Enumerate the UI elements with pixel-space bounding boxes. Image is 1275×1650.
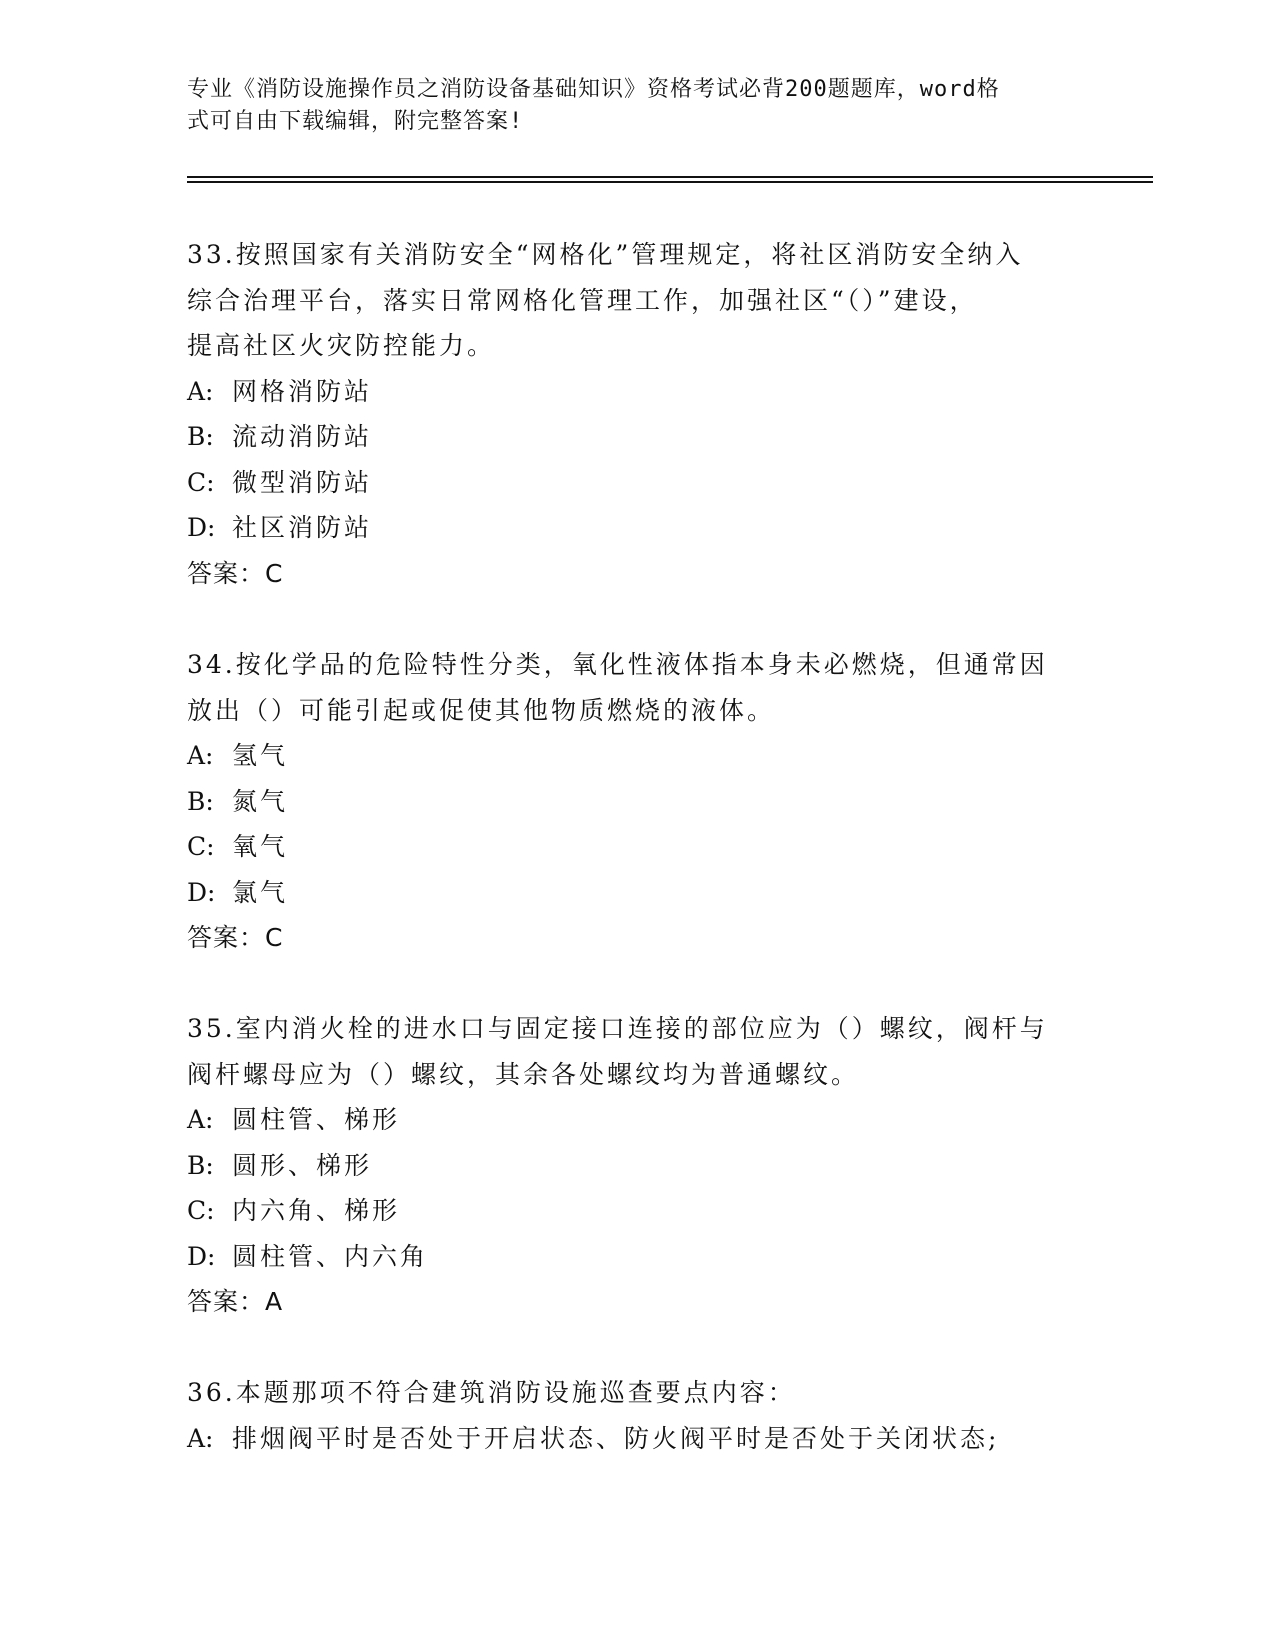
question-36 xyxy=(187,1370,1087,1461)
question-stem-line: 提高社区火灾防控能力。 xyxy=(187,331,496,360)
option-a xyxy=(187,1416,1087,1462)
option-letter: C: xyxy=(187,832,215,861)
option-b xyxy=(187,779,1087,825)
option-letter: B: xyxy=(187,422,214,451)
option-letter: A: xyxy=(187,1105,214,1134)
option-c xyxy=(187,1188,1087,1234)
option-letter: C: xyxy=(187,467,215,497)
option-letter: D: xyxy=(187,877,216,907)
option-letter: D: xyxy=(187,513,216,542)
option-text: 网格消防站 xyxy=(232,376,373,406)
header-divider-bottom xyxy=(187,181,1153,183)
option-text: 圆柱管、梯形 xyxy=(232,1105,401,1134)
question-stem-line: 34.按化学品的危险特性分类，氧化性液体指本身未必燃烧，但通常因 xyxy=(187,650,1048,679)
question-stem-line: 36.本题那项不符合建筑消防设施巡查要点内容： xyxy=(187,1378,796,1407)
option-text: 流动消防站 xyxy=(232,422,373,451)
option-text: 微型消防站 xyxy=(232,467,373,497)
option-text: 氢气 xyxy=(232,741,289,770)
option-b xyxy=(187,414,1087,460)
answer-line: 答案：C xyxy=(187,923,284,952)
option-text: 内六角、梯形 xyxy=(232,1196,401,1225)
option-d xyxy=(187,1234,1087,1280)
question-stem-line: 33.按照国家有关消防安全“网格化”管理规定，将社区消防安全纳入 xyxy=(187,240,1024,269)
option-letter: A: xyxy=(187,376,214,406)
question-stem-line: 阀杆螺母应为（）螺纹，其余各处螺纹均为普通螺纹。 xyxy=(187,1059,860,1089)
question-stem-line: 放出（）可能引起或促使其他物质燃烧的液体。 xyxy=(187,695,776,725)
option-letter: C: xyxy=(187,1196,215,1225)
option-text: 圆柱管、内六角 xyxy=(232,1241,429,1271)
option-letter: B: xyxy=(187,786,214,816)
question-33 xyxy=(187,232,1087,596)
option-b xyxy=(187,1143,1087,1189)
option-a xyxy=(187,369,1087,415)
option-letter: A: xyxy=(187,741,214,770)
option-text: 氯气 xyxy=(232,877,289,907)
option-text: 氧气 xyxy=(232,832,289,861)
header-line-2: 式可自由下载编辑，附完整答案! xyxy=(187,109,524,134)
header-line-1: 专业《消防设施操作员之消防设备基础知识》资格考试必背200题题库，word格 xyxy=(187,77,1000,102)
question-stem-line: 35.室内消火栓的进水口与固定接口连接的部位应为（）螺纹，阀杆与 xyxy=(187,1014,1048,1043)
option-letter: D: xyxy=(187,1241,216,1271)
document-header xyxy=(187,74,1067,138)
option-a xyxy=(187,1097,1087,1143)
answer-line: 答案：A xyxy=(187,1287,284,1316)
question-34 xyxy=(187,642,1087,961)
option-a xyxy=(187,733,1087,779)
option-letter: B: xyxy=(187,1150,214,1180)
option-text: 社区消防站 xyxy=(232,513,373,542)
option-letter: A: xyxy=(187,1423,214,1453)
option-text: 圆形、梯形 xyxy=(232,1150,373,1180)
option-d xyxy=(187,870,1087,916)
option-text: 排烟阀平时是否处于开启状态、防火阀平时是否处于关闭状态; xyxy=(232,1423,1000,1453)
header-divider-top xyxy=(187,176,1153,178)
question-35 xyxy=(187,1006,1087,1325)
option-text: 氮气 xyxy=(232,786,289,816)
option-d xyxy=(187,505,1087,551)
option-c xyxy=(187,824,1087,870)
question-stem-line: 综合治理平台，落实日常网格化管理工作，加强社区“（）”建设， xyxy=(187,285,978,315)
answer-line: 答案：C xyxy=(187,558,284,588)
option-c xyxy=(187,460,1087,506)
